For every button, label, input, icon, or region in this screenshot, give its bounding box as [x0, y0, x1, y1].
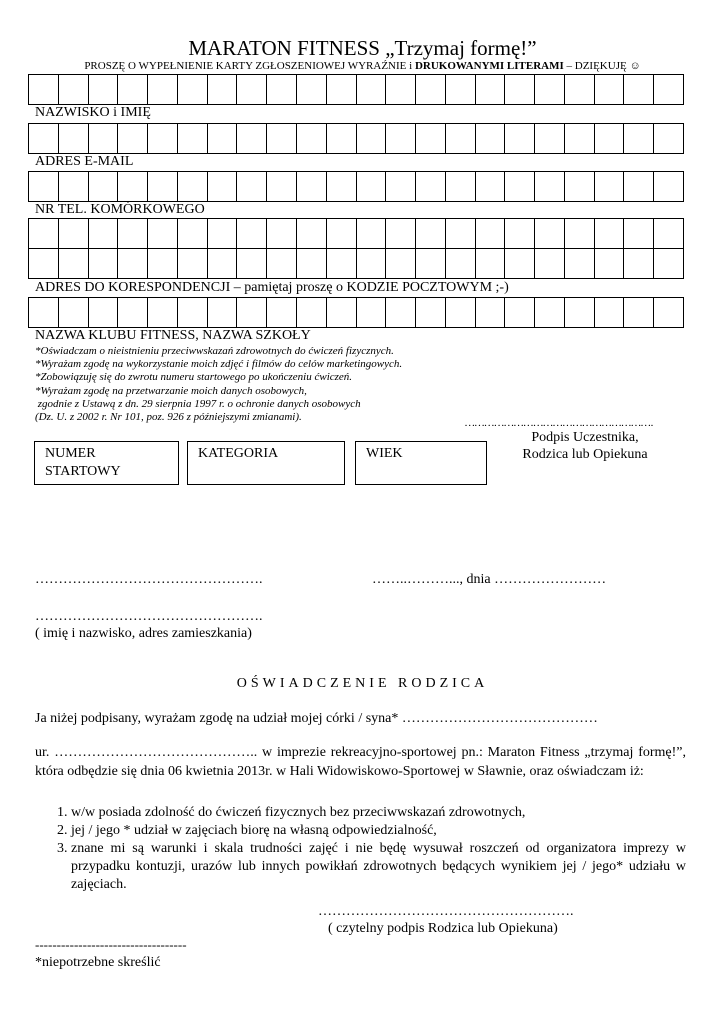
- letter-cell[interactable]: [505, 219, 535, 249]
- declarations: [35, 345, 402, 424]
- signature-caption-line1: Podpis Uczestnika,: [531, 430, 639, 445]
- letter-cell[interactable]: [297, 124, 327, 154]
- grid-club[interactable]: [28, 297, 684, 328]
- letter-cell[interactable]: [118, 172, 148, 202]
- letter-cell[interactable]: [624, 75, 654, 105]
- letter-cell[interactable]: [178, 172, 208, 202]
- letter-cell[interactable]: [476, 124, 506, 154]
- letter-cell[interactable]: [446, 249, 476, 279]
- letter-cell[interactable]: [208, 219, 238, 249]
- list-text: jej / jego * udział w zajęciach biorę na własną odpowiedzialność,: [71, 823, 437, 838]
- letter-cell[interactable]: [267, 172, 297, 202]
- letter-cell[interactable]: [446, 298, 476, 328]
- letter-cell[interactable]: [208, 249, 238, 279]
- letter-cell[interactable]: [327, 219, 357, 249]
- letter-cell[interactable]: [446, 219, 476, 249]
- place-date-line[interactable]: ……..………..., dnia ……………………: [372, 572, 607, 587]
- subtitle-bold: DRUKOWANYMI LITERAMI: [414, 60, 564, 72]
- letter-cell[interactable]: [624, 219, 654, 249]
- label-club: NAZWA KLUBU FITNESS, NAZWA SZKOŁY: [35, 328, 311, 343]
- letter-cell[interactable]: [297, 219, 327, 249]
- letter-cell[interactable]: [416, 298, 446, 328]
- footnote-rule: -----------------------------------: [35, 937, 187, 952]
- letter-cell[interactable]: [505, 298, 535, 328]
- letter-cell[interactable]: [59, 298, 89, 328]
- name-address-line-2[interactable]: ………………………………………….: [35, 609, 263, 624]
- letter-cell[interactable]: [208, 298, 238, 328]
- letter-cell[interactable]: [386, 219, 416, 249]
- letter-cell[interactable]: [59, 172, 89, 202]
- letter-cell[interactable]: [595, 298, 625, 328]
- letter-cell[interactable]: [208, 75, 238, 105]
- letter-cell[interactable]: [237, 219, 267, 249]
- signature-caption-line2: Rodzica lub Opiekuna: [522, 447, 648, 462]
- letter-cell[interactable]: [595, 75, 625, 105]
- letter-cell[interactable]: [29, 172, 59, 202]
- letter-cell[interactable]: [267, 124, 297, 154]
- letter-cell[interactable]: [416, 75, 446, 105]
- letter-cell[interactable]: [476, 249, 506, 279]
- letter-cell[interactable]: [386, 75, 416, 105]
- letter-cell[interactable]: [595, 249, 625, 279]
- form-subtitle: [0, 60, 725, 72]
- category-box[interactable]: [187, 441, 345, 485]
- letter-cell[interactable]: [386, 249, 416, 279]
- letter-cell[interactable]: [357, 75, 387, 105]
- letter-cell[interactable]: [178, 249, 208, 279]
- list-item: [35, 840, 686, 894]
- letter-cell[interactable]: [357, 249, 387, 279]
- note-line: *Oświadczam o nieistnieniu przeciwwskazań zdrowotnych do ćwiczeń fizycznych.: [35, 345, 394, 357]
- letter-cell[interactable]: [148, 124, 178, 154]
- label-email: ADRES E-MAIL: [35, 154, 134, 169]
- letter-cell[interactable]: [327, 172, 357, 202]
- letter-cell[interactable]: [565, 249, 595, 279]
- event-paragraph: ur. …………………………………….. w imprezie rekreacyjno-sportowej pn.: Maraton Fitness „trzymaj formę!”, która odbędzie się dnia 06 kwietnia 2013r. w Hali Widowiskowo-Sportowej w Sławnie, oraz oświadczam iż:: [35, 745, 686, 779]
- letter-cell[interactable]: [535, 298, 565, 328]
- parent-statement-heading: OŚWIADCZENIE RODZICA: [236, 676, 489, 691]
- letter-cell[interactable]: [327, 124, 357, 154]
- letter-cell[interactable]: [89, 172, 119, 202]
- subtitle-prefix: PROSZĘ O WYPEŁNIENIE KARTY ZGŁOSZENIOWEJ WYRAŹNIE i: [84, 60, 415, 72]
- grid-address[interactable]: [28, 218, 684, 279]
- start-number-label-2: STARTOWY: [45, 464, 121, 479]
- letter-cell[interactable]: [89, 298, 119, 328]
- letter-cell[interactable]: [178, 75, 208, 105]
- letter-cell[interactable]: [595, 172, 625, 202]
- parent-signature-caption: ( czytelny podpis Rodzica lub Opiekuna): [328, 921, 558, 936]
- letter-cell[interactable]: [535, 219, 565, 249]
- letter-cell[interactable]: [446, 75, 476, 105]
- letter-cell[interactable]: [89, 249, 119, 279]
- letter-cell[interactable]: [59, 75, 89, 105]
- letter-cell[interactable]: [624, 298, 654, 328]
- letter-cell[interactable]: [446, 172, 476, 202]
- letter-cell[interactable]: [476, 75, 506, 105]
- letter-cell[interactable]: [208, 124, 238, 154]
- letter-cell[interactable]: [386, 124, 416, 154]
- list-number: 2.: [57, 823, 68, 838]
- letter-cell[interactable]: [178, 219, 208, 249]
- letter-cell[interactable]: [29, 75, 59, 105]
- list-text: znane mi są warunki i skala trudności zajęć i nie będę wysuwał roszczeń od organizatora imprezy w przypadku kontuzji, urazów lub innych powikłań zdrowotnych będących wynikiem jej / jego* udziału w zajęciach.: [71, 841, 686, 892]
- list-item: [35, 822, 686, 840]
- letter-cell[interactable]: [29, 124, 59, 154]
- letter-cell[interactable]: [118, 75, 148, 105]
- letter-cell[interactable]: [118, 124, 148, 154]
- letter-cell[interactable]: [476, 219, 506, 249]
- letter-cell[interactable]: [89, 219, 119, 249]
- letter-cell[interactable]: [505, 75, 535, 105]
- letter-cell[interactable]: [297, 172, 327, 202]
- label-phone: NR TEL. KOMÓRKOWEGO: [35, 202, 205, 217]
- letter-cell[interactable]: [118, 249, 148, 279]
- parent-signature-line[interactable]: ……………………………………………….: [318, 904, 574, 919]
- letter-cell[interactable]: [178, 298, 208, 328]
- letter-cell[interactable]: [654, 219, 684, 249]
- letter-cell[interactable]: [208, 172, 238, 202]
- form-title: MARATON FITNESS „Trzymaj formę!”: [188, 36, 537, 60]
- letter-cell[interactable]: [386, 298, 416, 328]
- letter-cell[interactable]: [535, 124, 565, 154]
- note-line: *Zobowiązuję się do zwrotu numeru startowego po ukończeniu ćwiczeń.: [35, 371, 353, 384]
- consent-sentence: Ja niżej podpisany, wyrażam zgodę na udział mojej córki / syna* ……………………………………: [35, 711, 598, 726]
- letter-cell[interactable]: [178, 124, 208, 154]
- letter-cell[interactable]: [237, 75, 267, 105]
- letter-cell[interactable]: [624, 172, 654, 202]
- letter-cell[interactable]: [535, 249, 565, 279]
- letter-cell[interactable]: [416, 219, 446, 249]
- letter-cell[interactable]: [624, 124, 654, 154]
- letter-cell[interactable]: [416, 249, 446, 279]
- participant-signature-line[interactable]: ………………………………………………….: [465, 417, 654, 429]
- name-address-caption: ( imię i nazwisko, adres zamieszkania): [35, 626, 252, 641]
- letter-cell[interactable]: [476, 172, 506, 202]
- note-line: zgodnie z Ustawą z dn. 29 sierpnia 1997 r. o ochronie danych osobowych: [35, 397, 361, 410]
- grid-name[interactable]: [28, 74, 684, 105]
- list-number: 3.: [57, 841, 68, 856]
- start-number-box[interactable]: [34, 441, 179, 485]
- letter-cell[interactable]: [505, 172, 535, 202]
- list-item: [35, 804, 686, 822]
- letter-cell[interactable]: [565, 75, 595, 105]
- letter-cell[interactable]: [89, 124, 119, 154]
- letter-cell[interactable]: [327, 298, 357, 328]
- letter-cell[interactable]: [267, 249, 297, 279]
- letter-cell[interactable]: [148, 172, 178, 202]
- letter-cell[interactable]: [148, 298, 178, 328]
- letter-cell[interactable]: [29, 298, 59, 328]
- name-address-line[interactable]: ………………………………………….: [35, 572, 263, 587]
- letter-cell[interactable]: [595, 124, 625, 154]
- age-label: WIEK: [366, 446, 403, 461]
- letter-cell[interactable]: [237, 249, 267, 279]
- label-name: NAZWISKO i IMIĘ: [35, 105, 151, 120]
- letter-cell[interactable]: [565, 219, 595, 249]
- letter-cell[interactable]: [297, 298, 327, 328]
- letter-cell[interactable]: [89, 75, 119, 105]
- letter-cell[interactable]: [654, 124, 684, 154]
- letter-cell[interactable]: [505, 249, 535, 279]
- note-line: (Dz. U. z 2002 r. Nr 101, poz. 926 z późniejszymi zmianami).: [35, 411, 302, 424]
- letter-cell[interactable]: [29, 219, 59, 249]
- letter-cell[interactable]: [654, 172, 684, 202]
- letter-cell[interactable]: [237, 172, 267, 202]
- letter-cell[interactable]: [654, 249, 684, 279]
- letter-cell[interactable]: [654, 75, 684, 105]
- list-number: 1.: [57, 805, 68, 820]
- letter-cell[interactable]: [59, 249, 89, 279]
- letter-cell[interactable]: [148, 249, 178, 279]
- letter-cell[interactable]: [535, 75, 565, 105]
- start-number-label-1: NUMER: [45, 446, 96, 461]
- footnote: *niepotrzebne skreślić: [35, 955, 161, 970]
- letter-cell[interactable]: [327, 75, 357, 105]
- grid-phone[interactable]: [28, 171, 684, 202]
- letter-cell[interactable]: [148, 219, 178, 249]
- letter-cell[interactable]: [118, 219, 148, 249]
- letter-cell[interactable]: [357, 298, 387, 328]
- note-line: *Wyrażam zgodę na wykorzystanie moich zdjęć i filmów do celów marketingowych.: [35, 358, 403, 371]
- letter-cell[interactable]: [59, 219, 89, 249]
- letter-cell[interactable]: [446, 124, 476, 154]
- letter-cell[interactable]: [505, 124, 535, 154]
- letter-cell[interactable]: [535, 172, 565, 202]
- letter-cell[interactable]: [595, 219, 625, 249]
- letter-cell[interactable]: [118, 298, 148, 328]
- category-label: KATEGORIA: [198, 446, 279, 461]
- letter-cell[interactable]: [59, 124, 89, 154]
- letter-cell[interactable]: [297, 75, 327, 105]
- note-line: *Wyrażam zgodę na przetwarzanie moich danych osobowych,: [35, 384, 307, 397]
- letter-cell[interactable]: [476, 298, 506, 328]
- letter-cell[interactable]: [29, 249, 59, 279]
- letter-cell[interactable]: [565, 298, 595, 328]
- letter-cell[interactable]: [357, 172, 387, 202]
- letter-cell[interactable]: [267, 75, 297, 105]
- letter-cell[interactable]: [565, 172, 595, 202]
- grid-email[interactable]: [28, 123, 684, 154]
- letter-cell[interactable]: [386, 172, 416, 202]
- letter-cell[interactable]: [297, 249, 327, 279]
- letter-cell[interactable]: [357, 124, 387, 154]
- letter-cell[interactable]: [357, 219, 387, 249]
- letter-cell[interactable]: [267, 298, 297, 328]
- age-box[interactable]: [355, 441, 487, 485]
- list-text: w/w posiada zdolność do ćwiczeń fizycznych bez przeciwwskazań zdrowotnych,: [71, 805, 526, 820]
- letter-cell[interactable]: [565, 124, 595, 154]
- letter-cell[interactable]: [237, 124, 267, 154]
- statement-list: [35, 804, 686, 894]
- letter-cell[interactable]: [624, 249, 654, 279]
- letter-cell[interactable]: [416, 124, 446, 154]
- letter-cell[interactable]: [327, 249, 357, 279]
- participant-signature-caption: [490, 429, 680, 463]
- letter-cell[interactable]: [237, 298, 267, 328]
- letter-cell[interactable]: [267, 219, 297, 249]
- letter-cell[interactable]: [148, 75, 178, 105]
- letter-cell[interactable]: [654, 298, 684, 328]
- letter-cell[interactable]: [416, 172, 446, 202]
- label-address: ADRES DO KORESPONDENCJI – pamiętaj proszę o KODZIE POCZTOWYM ;-): [35, 280, 509, 295]
- subtitle-suffix: – DZIĘKUJĘ ☺: [563, 60, 641, 72]
